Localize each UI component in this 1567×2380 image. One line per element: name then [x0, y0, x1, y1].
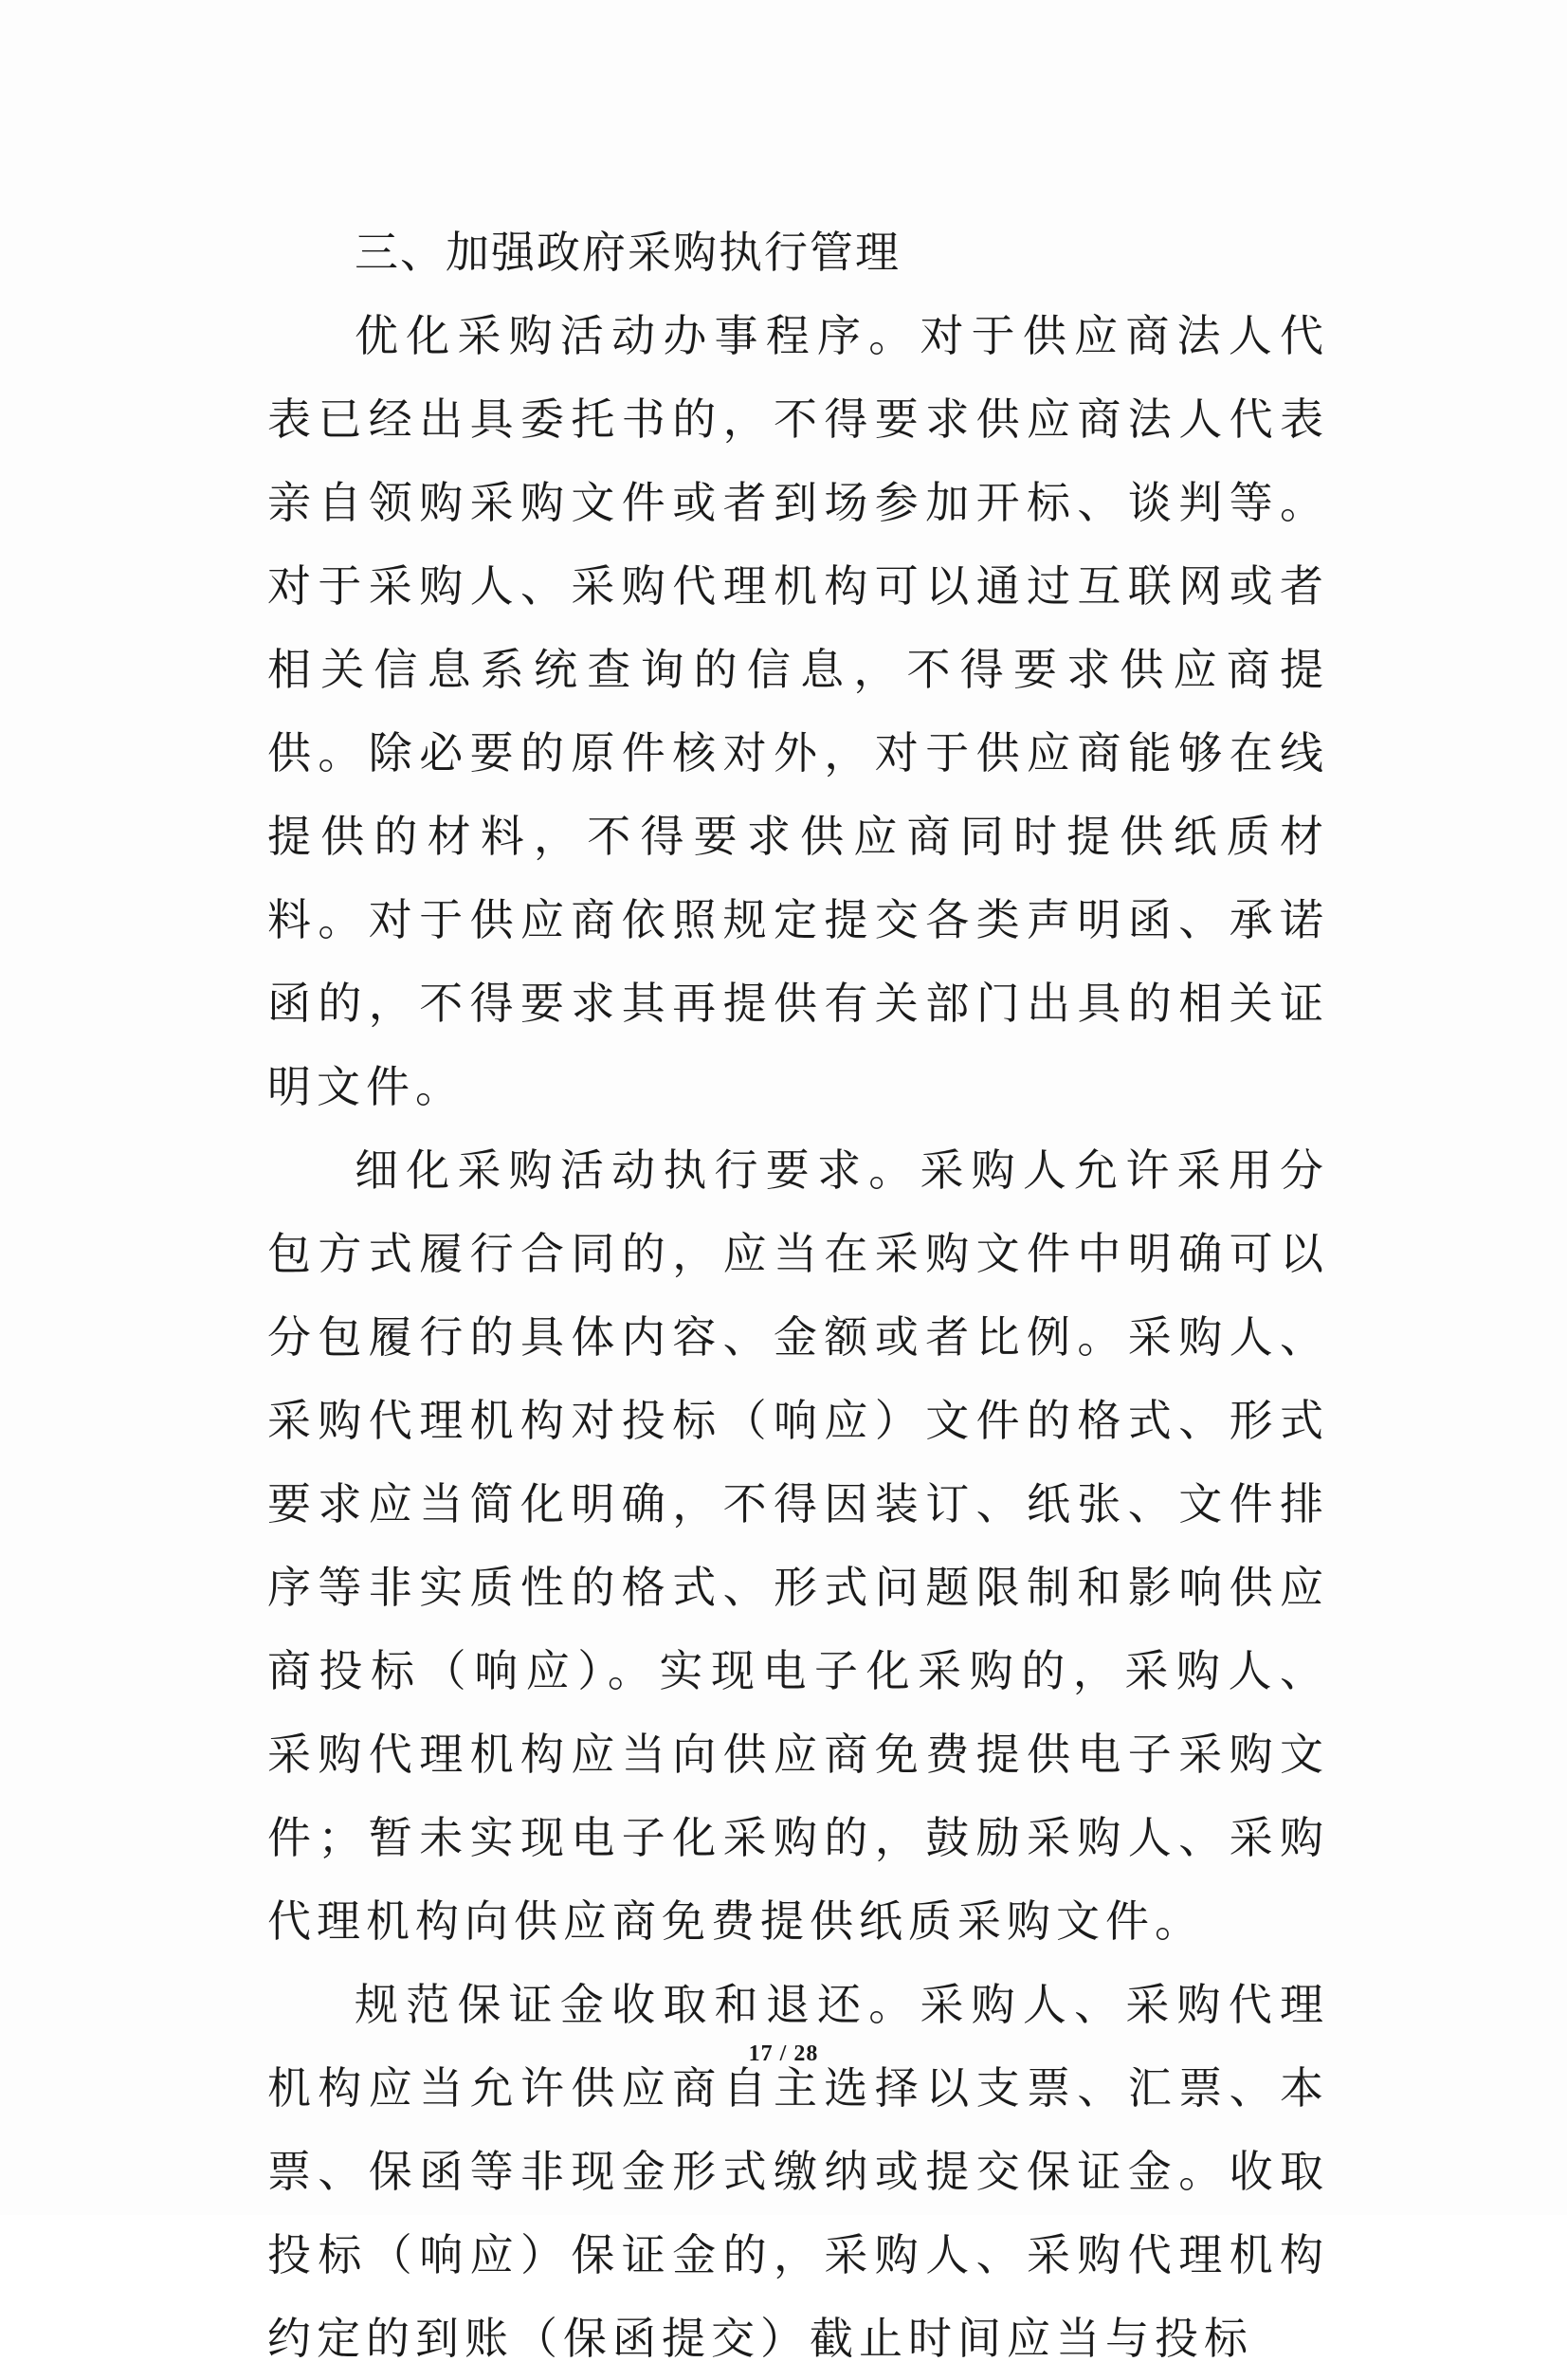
paragraph: 细化采购活动执行要求。采购人允许采用分包方式履行合同的，应当在采购文件中明确可以分包履行的具体内容、金额或者比例。采购人、采购代理机构对投标（响应）文件的格式、形式要求应当简化明确，不得因装订、纸张、文件排序等非实质性的格式、形式问题限制和影响供应商投标（响应）。实现电子化采购的，采购人、采购代理机构应当向供应商免费提供电子采购文件；暂未实现电子化采购的，鼓励采购人、采购代理机构向供应商免费提供纸质采购文件。	[267, 1144, 1329, 1947]
section-heading: 三、加强政府采购执行管理	[355, 227, 901, 278]
page-number: 17 / 28	[748, 2041, 819, 2066]
paragraph: 优化采购活动办事程序。对于供应商法人代表已经出具委托书的，不得要求供应商法人代表亲自领购采购文件或者到场参加开标、谈判等。对于采购人、采购代理机构可以通过互联网或者相关信息系统查询的信息，不得要求供应商提供。除必要的原件核对外，对于供应商能够在线提供的材料，不得要求供应商同时提供纸质材料。对于供应商依照规定提交各类声明函、承诺函的，不得要求其再提供有关部门出具的相关证明文件。	[267, 310, 1329, 1112]
paragraph: 规范保证金收取和退还。采购人、采购代理机构应当允许供应商自主选择以支票、汇票、本票、保函等非现金形式缴纳或提交保证金。收取投标（响应）保证金的，采购人、采购代理机构约定的到账（保函提交）截止时间应当与投标	[267, 1979, 1329, 2364]
